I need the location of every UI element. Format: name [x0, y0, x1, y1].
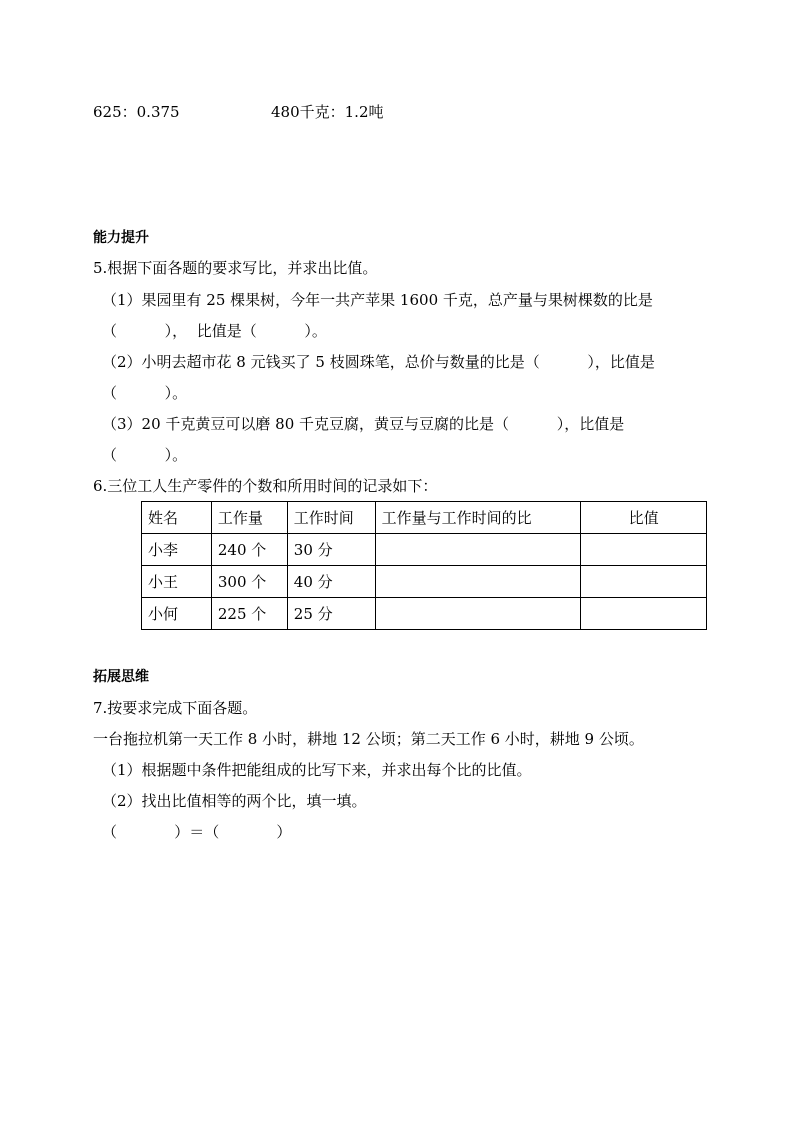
- ratio-a: 625：0.375: [93, 103, 180, 121]
- ratio-b: 480千克：1.2吨: [271, 103, 384, 121]
- q5-part3-line1: （3）20 千克黄豆可以磨 80 千克豆腐，黄豆与豆腐的比是（ ），比值是: [102, 415, 625, 433]
- q5-part3-line2: （ ）。: [102, 446, 188, 464]
- q5-part2-line1: （2）小明去超市花 8 元钱买了 5 枝圆珠笔，总价与数量的比是（ ），比值是: [102, 353, 655, 371]
- q7-stem: 7.按要求完成下面各题。: [93, 699, 258, 717]
- table-header-row: [142, 502, 707, 534]
- header-ratio: 工作量与工作时间的比: [375, 502, 581, 534]
- table-row: [142, 534, 707, 566]
- header-work-time: 工作时间: [287, 502, 375, 534]
- cell-ratio-blank[interactable]: [375, 598, 581, 630]
- cell-value-blank[interactable]: [581, 534, 707, 566]
- q7-answer-blanks[interactable]: （ ）＝（ ）: [102, 823, 292, 841]
- cell-workload: 240 个: [211, 534, 287, 566]
- cell-name: 小王: [142, 566, 212, 598]
- work-record-table: [141, 501, 707, 630]
- cell-work-time: 40 分: [287, 566, 375, 598]
- q6-stem: 6.三位工人生产零件的个数和所用时间的记录如下：: [93, 477, 438, 495]
- q7-part1: （1）根据题中条件把能组成的比写下来，并求出每个比的比值。: [102, 761, 532, 779]
- q7-context: 一台拖拉机第一天工作 8 小时，耕地 12 公顷；第二天工作 6 小时，耕地 9 公顷。: [93, 730, 644, 748]
- cell-work-time: 30 分: [287, 534, 375, 566]
- header-name: 姓名: [142, 502, 212, 534]
- table-row: [142, 598, 707, 630]
- q5-stem: 5.根据下面各题的要求写比，并求出比值。: [93, 259, 378, 277]
- q5-part1-line1: （1）果园里有 25 棵果树，今年一共产苹果 1600 千克，总产量与果树棵数的比是: [102, 291, 653, 309]
- cell-ratio-blank[interactable]: [375, 534, 581, 566]
- cell-workload: 225 个: [211, 598, 287, 630]
- cell-value-blank[interactable]: [581, 566, 707, 598]
- section-title-extend: 拓展思维: [93, 669, 149, 685]
- header-workload: 工作量: [211, 502, 287, 534]
- cell-workload: 300 个: [211, 566, 287, 598]
- q5-part1-line2: （ ）， 比值是（ ）。: [102, 322, 327, 340]
- table-row: [142, 566, 707, 598]
- cell-name: 小李: [142, 534, 212, 566]
- cell-name: 小何: [142, 598, 212, 630]
- header-ratio-value: 比值: [581, 502, 707, 534]
- section-title-ability: 能力提升: [93, 230, 149, 246]
- cell-ratio-blank[interactable]: [375, 566, 581, 598]
- cell-value-blank[interactable]: [581, 598, 707, 630]
- q7-part2: （2）找出比值相等的两个比，填一填。: [102, 792, 367, 810]
- q5-part2-line2: （ ）。: [102, 384, 188, 402]
- cell-work-time: 25 分: [287, 598, 375, 630]
